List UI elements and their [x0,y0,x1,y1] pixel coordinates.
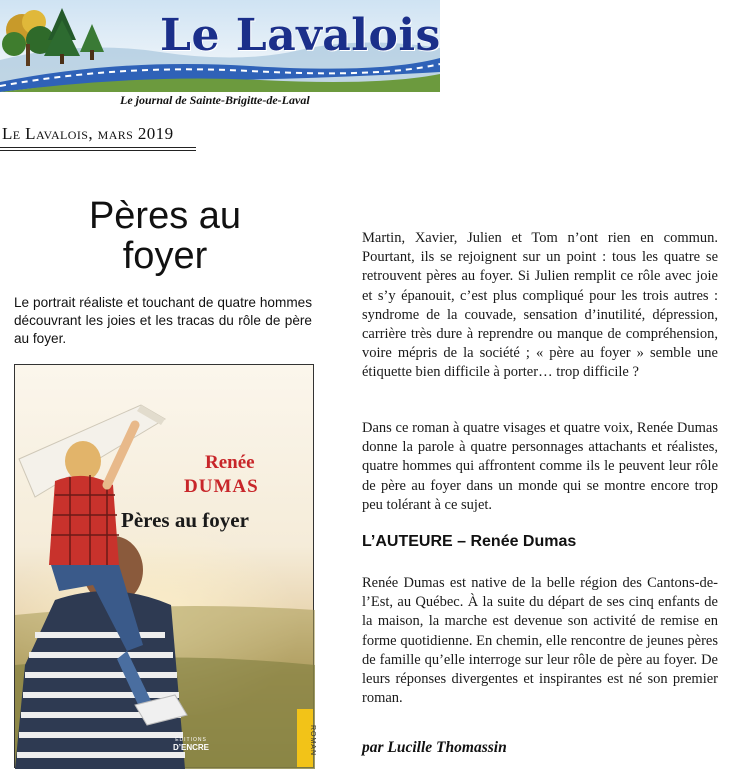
cover-author-last-name: DUMAS [184,476,259,497]
article-headline: Pères au foyer [88,195,242,277]
article-byline: par Lucille Thomassin [362,739,507,756]
dateline: Le Lavalois, mars 2019 [2,124,174,143]
dateline-rule-top [0,147,196,148]
cover-title: Pères au foyer [121,508,249,532]
book-cover [14,364,314,768]
masthead-banner [0,0,440,92]
article-lede: Le portrait réaliste et touchant de quatre hommes découvrant les joies et les tracas du rôle de père au foyer. [14,295,312,346]
masthead-title: Le Lavalois [160,10,441,61]
author-paragraph: Renée Dumas est native de la belle région des Cantons-de-l’Est, au Québec. À la suite du départ de ses cinq enfants de la maison, la marche est devenue son activité de remise en forme quotidienne. En chemin, elle rencontre de jeunes pères de famille qu’elle interroge sur leur rôle de père au foyer. De leurs réponses divergentes et inspirantes est né son premier roman. [362,575,718,707]
article-paragraph-2: Dans ce roman à quatre visages et quatre voix, Renée Dumas donne la parole à quatre personnages attachants et réalistes, quatre hommes qui affrontent comme ils le peuvent leur rôle de père au foyer dans un monde qui se montre encore trop peu tolérant à ce sujet. [362,420,718,513]
publisher-name: D’ENCRE [172,743,209,752]
cover-spine-label: ROMAN [308,724,316,757]
masthead-subtitle: Le journal de Sainte-Brigitte-de-Laval [120,93,310,107]
article-paragraph-1: Martin, Xavier, Julien et Tom n’ont rien en commun. Pourtant, ils se rejoignent sur un point : tous les quatre se retrouvent pères au foyer. Si Julien remplit ce rôle avec joie et s’y épanouit, c’est plus compliqué pour les trois autres : syndrome de la couvade, sensation d’inutilité, dépression, carrière très dure à reprendre ou manque de compréhension, voire mépris de la société ; « père au foyer » semble une étiquette bien difficile à porter… trop difficile ? [362,230,718,381]
publisher-prefix: ÉDITIONS [175,737,207,743]
masthead [0,0,440,112]
cover-publisher-logo [161,737,221,752]
author-section-title: L’AUTEURE – Renée Dumas [362,533,577,550]
dateline-rule-bottom [0,150,196,151]
cover-author-first-name: Renée [205,452,255,473]
cover-illustration [15,365,315,769]
